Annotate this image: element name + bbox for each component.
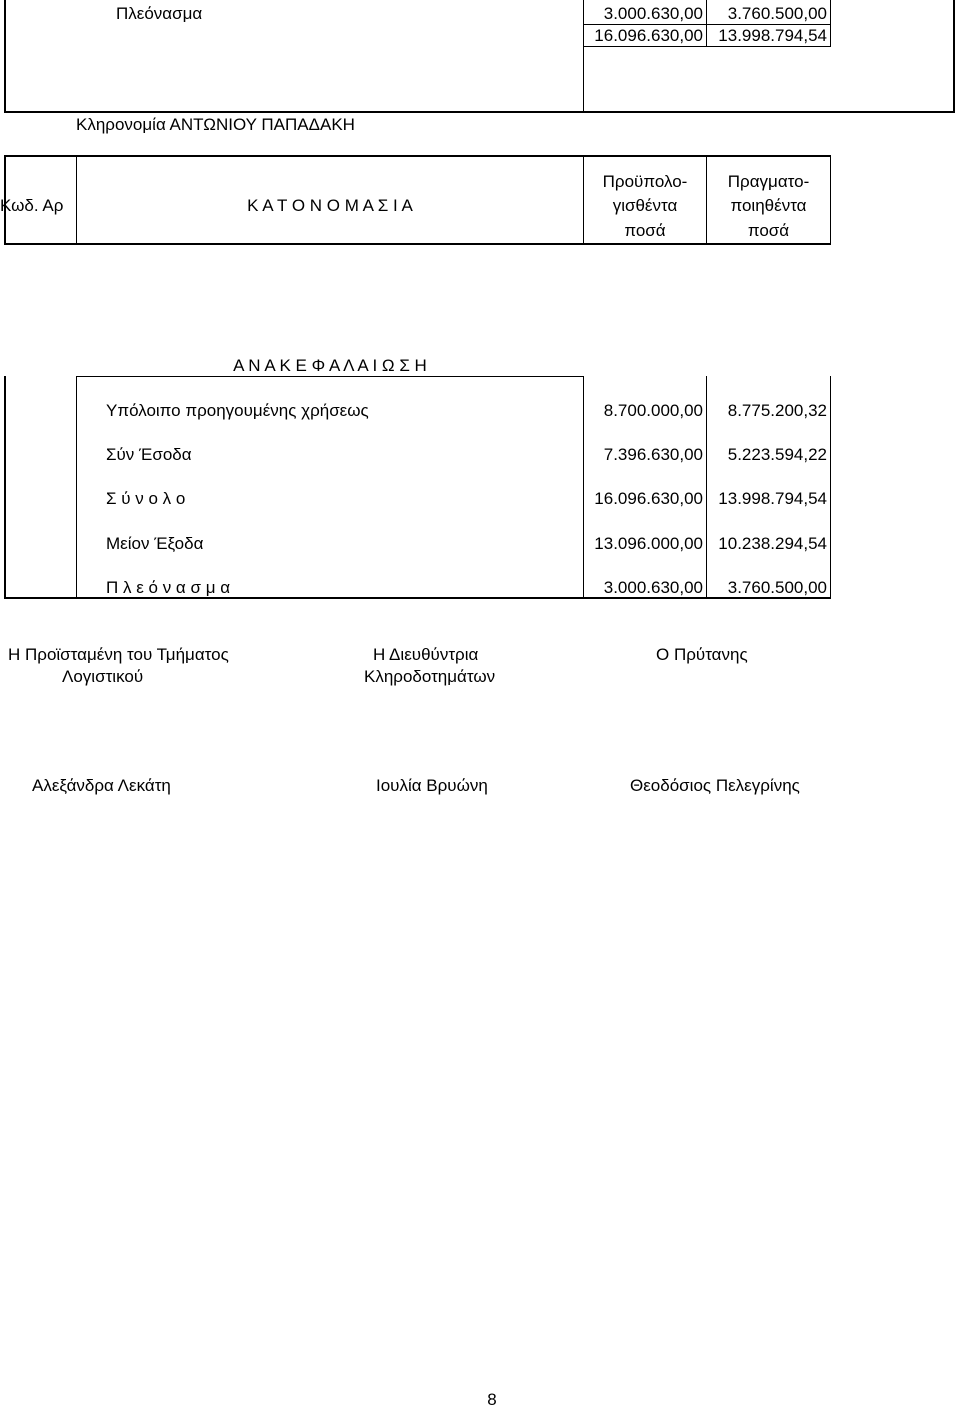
top-row-divider	[583, 24, 831, 25]
summary-row-actual: 3.760.500,00	[727, 578, 827, 597]
signature-role-2-line1: Η Διευθύντρια	[373, 645, 479, 664]
header-col-divider-4	[830, 155, 831, 245]
summary-row-actual: 5.223.594,22	[727, 445, 827, 464]
header-code-label: Κωδ. Αρ	[0, 196, 64, 215]
summary-title-underline	[76, 376, 583, 377]
header-budget-line1: Προϋπολο-	[602, 172, 688, 191]
top-right-border	[953, 0, 955, 113]
header-actual-line1: Πραγματο-	[727, 172, 810, 191]
summary-row-budget: 7.396.630,00	[603, 445, 703, 464]
summary-row-actual: 10.238.294,54	[718, 534, 827, 553]
signature-name-1: Αλεξάνδρα Λεκάτη	[32, 776, 171, 795]
top-bottom-border	[4, 111, 955, 113]
legacy-title: Κληρονομία ΑΝΤΩΝΙΟΥ ΠΑΠΑΔΑΚΗ	[76, 115, 355, 134]
top-surplus-label: Πλεόνασμα	[116, 4, 203, 23]
summary-row-actual: 8.775.200,32	[727, 401, 827, 420]
top-left-border	[4, 0, 6, 113]
top-surplus-actual: 3.760.500,00	[727, 4, 827, 23]
header-budget-line2: γισθέντα	[612, 196, 678, 215]
summary-row-label: Π λ ε ό ν α σ μ α	[106, 578, 231, 597]
header-budget-line3: ποσά	[624, 221, 666, 240]
signature-name-3: Θεοδόσιος Πελεγρίνης	[630, 776, 800, 795]
top-surplus-budget: 3.000.630,00	[603, 4, 703, 23]
top-row-bottom	[583, 46, 831, 47]
summary-row-budget: 13.096.000,00	[594, 534, 703, 553]
summary-row-actual: 13.998.794,54	[718, 489, 827, 508]
summary-row-budget: 16.096.630,00	[594, 489, 703, 508]
summary-row-label: Σ ύ ν ο λ ο	[106, 489, 186, 508]
summary-row-budget: 8.700.000,00	[603, 401, 703, 420]
summary-row-label: Υπόλοιπο προηγουμένης χρήσεως	[106, 401, 369, 420]
top-total-budget: 16.096.630,00	[594, 26, 703, 45]
signature-role-1-line2: Λογιστικού	[62, 667, 144, 686]
signature-name-2: Ιουλία Βρυώνη	[376, 776, 488, 795]
header-actual-line3: ποσά	[747, 221, 790, 240]
summary-left-border	[4, 376, 6, 599]
header-actual-line2: ποιηθέντα	[730, 196, 807, 215]
header-description-label: Κ Α Τ Ο Ν Ο Μ Α Σ Ι Α	[247, 196, 413, 215]
summary-col-divider-4	[830, 376, 831, 599]
page-number: 8	[487, 1390, 497, 1409]
summary-col-divider-1	[76, 376, 77, 599]
summary-title: Α Ν Α Κ Ε Φ Α Λ Α Ι Ω Σ Η	[233, 356, 427, 375]
signature-role-1-line1: Η Προϊσταμένη του Τμήματος	[8, 645, 229, 664]
summary-row-budget: 3.000.630,00	[603, 578, 703, 597]
top-col-divider-3	[830, 0, 831, 46]
signature-role-3-line1: Ο Πρύτανης	[656, 645, 748, 664]
summary-row-label: Σύν Έσοδα	[106, 445, 192, 464]
summary-row-label: Μείον Έξοδα	[106, 534, 204, 553]
top-total-actual: 13.998.794,54	[718, 26, 827, 45]
signature-role-2-line2: Κληροδοτημάτων	[364, 667, 496, 686]
